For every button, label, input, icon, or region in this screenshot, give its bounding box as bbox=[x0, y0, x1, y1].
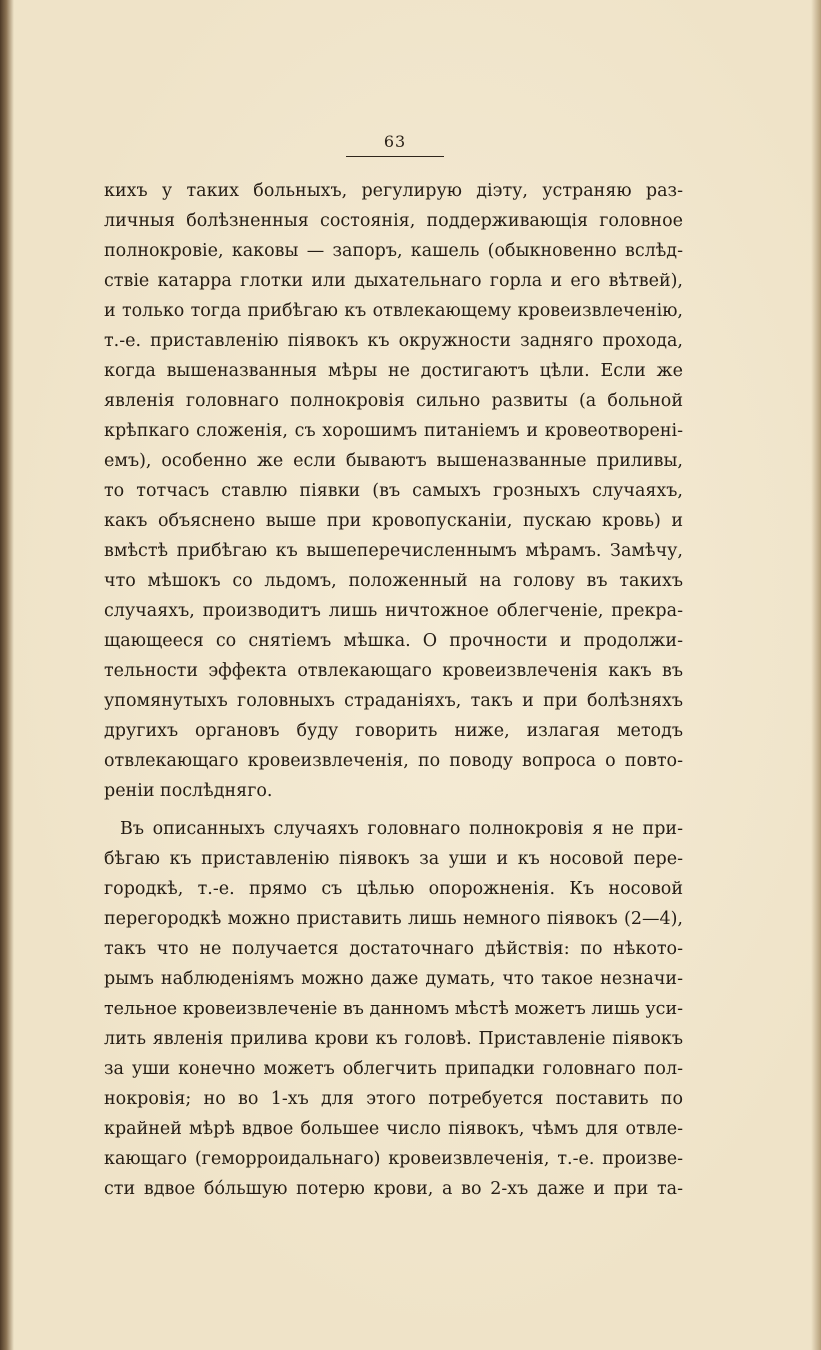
text-line: ствіе катарра глотки или дыхательнаго горла и его вѣтвей), bbox=[104, 271, 683, 291]
paragraph-2 bbox=[104, 814, 683, 1204]
text-line: такъ что не получается достаточнаго дѣйствія: по нѣкото- bbox=[104, 939, 683, 959]
body-text bbox=[104, 176, 683, 1204]
text-line: когда вышеназванныя мѣры не достигаютъ цѣли. Если же bbox=[104, 361, 683, 381]
paragraph-1 bbox=[104, 176, 683, 806]
text-line: городкѣ, т.-е. прямо съ цѣлью опорожненія. Къ носовой bbox=[104, 879, 683, 899]
text-line: кихъ у таких больныхъ, регулирую діэту, устраняю раз- bbox=[104, 181, 683, 201]
text-line: реніи послѣдняго. bbox=[104, 781, 273, 801]
text-line: лить явленія прилива крови къ головѣ. Приставленіе піявокъ bbox=[104, 1029, 683, 1049]
text-line: тельности эффекта отвлекающаго кровеизвлеченія какъ въ bbox=[104, 661, 683, 681]
text-line: нокровія; но во 1-хъ для этого потребуется поставить по bbox=[104, 1089, 683, 1109]
page-number: 63 bbox=[383, 132, 407, 151]
text-line: т.-е. приставленію піявокъ къ окружности задняго прохода, bbox=[104, 331, 683, 351]
text-line: отвлекающаго кровеизвлеченія, по поводу вопроса о повто- bbox=[104, 751, 683, 771]
text-line: сти вдвое бóльшую потерю крови, а во 2-хъ даже и при та- bbox=[104, 1179, 683, 1199]
text-line: то тотчасъ ставлю піявки (въ самыхъ грозныхъ случаяхъ, bbox=[104, 481, 683, 501]
binding-shadow bbox=[0, 0, 14, 1350]
text-line: вмѣстѣ прибѣгаю къ вышеперечисленнымъ мѣрамъ. Замѣчу, bbox=[104, 541, 683, 561]
header-rule bbox=[346, 156, 444, 157]
text-line: полнокровіе, каковы — запоръ, кашель (обыкновенно вслѣд- bbox=[104, 241, 683, 261]
text-line: явленія головнаго полнокровія сильно развиты (а больной bbox=[104, 391, 683, 411]
paragraph-gap bbox=[104, 806, 683, 814]
text-line: емъ), особенно же если бываютъ вышеназванные приливы, bbox=[104, 451, 683, 471]
page-edge bbox=[811, 0, 821, 1350]
text-line: кающаго (геморроидальнаго) кровеизвлеченія, т.-е. произве- bbox=[104, 1149, 683, 1169]
text-line: перегородкѣ можно приставить лишь немного піявокъ (2—4), bbox=[104, 909, 683, 929]
text-line: упомянутыхъ головныхъ страданіяхъ, такъ и при болѣзняхъ bbox=[104, 691, 683, 711]
text-line: какъ объяснено выше при кровопусканіи, пускаю кровь) и bbox=[104, 511, 683, 531]
text-line: щающееся со снятіемъ мѣшка. О прочности и продолжи- bbox=[104, 631, 683, 651]
text-line: крайней мѣрѣ вдвое большее число піявокъ, чѣмъ для отвле- bbox=[104, 1119, 683, 1139]
text-line: рымъ наблюденіямъ можно даже думать, что такое незначи- bbox=[104, 969, 683, 989]
text-line: Въ описанныхъ случаяхъ головнаго полнокровія я не при- bbox=[120, 819, 683, 839]
text-line: что мѣшокъ со льдомъ, положенный на голову въ такихъ bbox=[104, 571, 683, 591]
text-line: случаяхъ, производитъ лишь ничтожное облегченіе, прекра- bbox=[104, 601, 683, 621]
text-line: личныя болѣзненныя состоянія, поддерживающія головное bbox=[104, 211, 683, 231]
text-line: за уши конечно можетъ облегчить припадки головнаго пол- bbox=[104, 1059, 683, 1079]
text-line: и только тогда прибѣгаю къ отвлекающему кровеизвлеченію, bbox=[104, 301, 683, 321]
text-line: другихъ органовъ буду говорить ниже, излагая методъ bbox=[104, 721, 683, 741]
text-line: крѣпкаго сложенія, съ хорошимъ питаніемъ и кровеотворені- bbox=[104, 421, 683, 441]
text-line: тельное кровеизвлеченіе въ данномъ мѣстѣ можетъ лишь уси- bbox=[104, 999, 683, 1019]
text-line: бѣгаю къ приставленію піявокъ за уши и къ носовой пере- bbox=[104, 849, 683, 869]
